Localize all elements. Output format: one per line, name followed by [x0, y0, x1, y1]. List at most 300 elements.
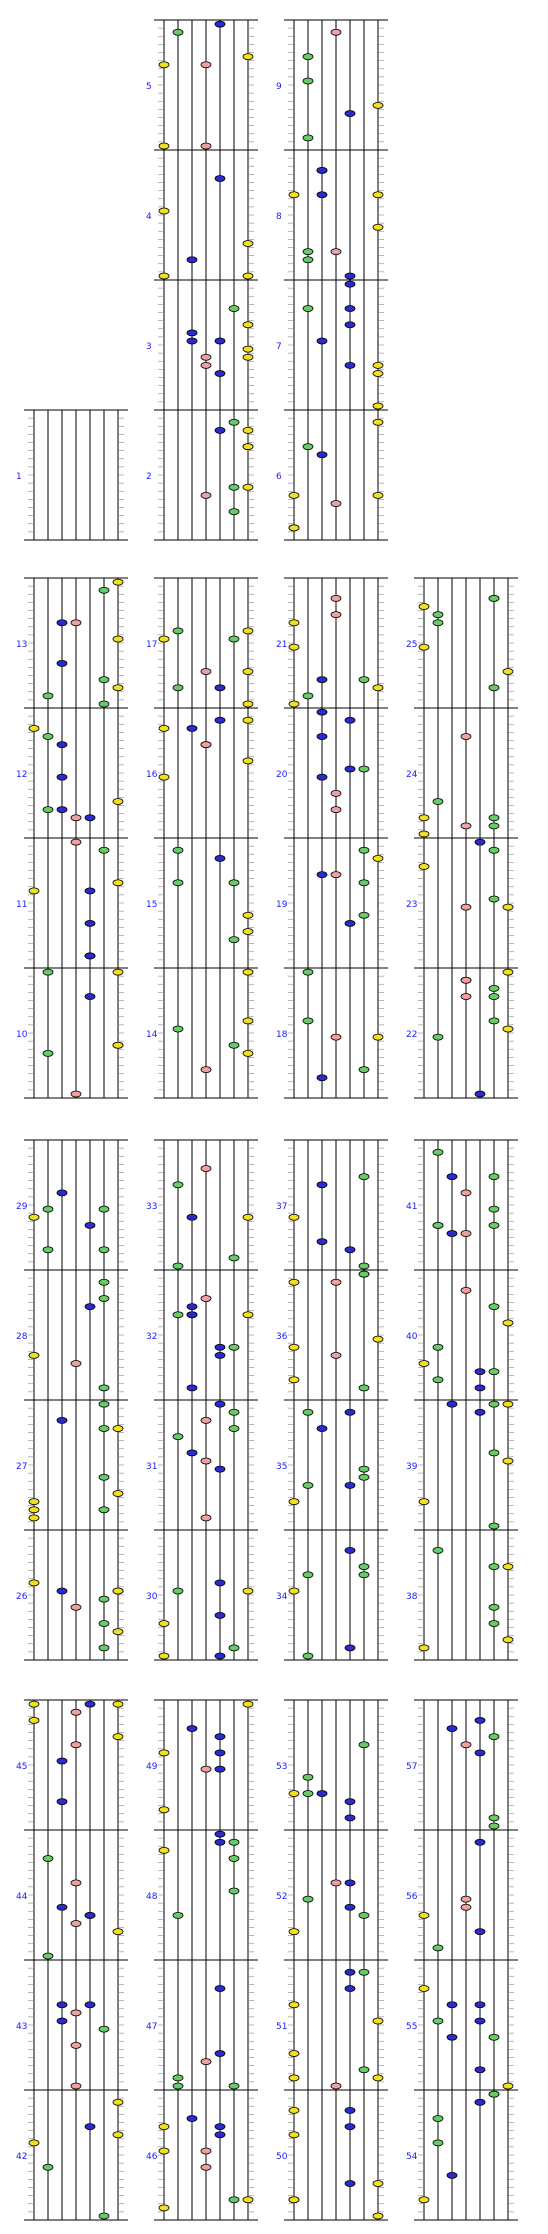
note	[345, 1645, 355, 1651]
note	[359, 1174, 369, 1180]
note	[71, 1361, 81, 1367]
note	[243, 54, 253, 60]
note	[99, 1401, 109, 1407]
note	[289, 2197, 299, 2203]
note	[99, 677, 109, 683]
note	[71, 2083, 81, 2089]
note	[173, 29, 183, 35]
note	[433, 2018, 443, 2024]
measure-53	[276, 1700, 388, 1830]
note	[373, 362, 383, 368]
note	[85, 1222, 95, 1228]
note	[461, 977, 471, 983]
note	[503, 1458, 513, 1464]
note	[303, 1482, 313, 1488]
measure-45	[16, 1700, 128, 1830]
note	[173, 628, 183, 634]
measure-34	[276, 1530, 388, 1660]
note	[345, 1247, 355, 1253]
note	[29, 888, 39, 894]
note	[317, 734, 327, 740]
note	[229, 1344, 239, 1350]
note	[419, 831, 429, 837]
measure-number: 4	[146, 212, 152, 222]
note	[419, 604, 429, 610]
measure-number: 7	[276, 342, 282, 352]
measure-6	[276, 410, 388, 540]
note	[243, 717, 253, 723]
note	[475, 1409, 485, 1415]
measure-32	[146, 1270, 258, 1400]
measure-number: 51	[276, 2022, 288, 2032]
note	[433, 1945, 443, 1951]
note	[359, 1466, 369, 1472]
note	[85, 1912, 95, 1918]
measure-number: 31	[146, 1462, 158, 1472]
note	[159, 208, 169, 214]
note	[475, 1385, 485, 1391]
note	[373, 403, 383, 409]
note	[317, 774, 327, 780]
measure-21	[276, 578, 388, 708]
note	[229, 1645, 239, 1651]
measure-number: 35	[276, 1462, 288, 1472]
note	[475, 1091, 485, 1097]
note	[373, 192, 383, 198]
note	[173, 1312, 183, 1318]
note	[447, 2034, 457, 2040]
note	[43, 1247, 53, 1253]
note	[345, 1904, 355, 1910]
note	[373, 492, 383, 498]
measure-number: 36	[276, 1332, 288, 1342]
note	[303, 249, 313, 255]
note	[43, 693, 53, 699]
note	[345, 1482, 355, 1488]
note	[289, 2051, 299, 2057]
note	[99, 1645, 109, 1651]
note	[159, 1653, 169, 1659]
measure-19	[276, 838, 388, 968]
measure-22	[406, 968, 518, 1098]
measure-number: 42	[16, 2152, 28, 2162]
note	[43, 1856, 53, 1862]
note	[373, 371, 383, 377]
note	[461, 1904, 471, 1910]
note	[331, 1880, 341, 1886]
note	[289, 701, 299, 707]
note	[187, 1312, 197, 1318]
note	[29, 1515, 39, 1521]
note	[85, 2002, 95, 2008]
note	[419, 2197, 429, 2203]
note	[289, 2107, 299, 2113]
note	[201, 742, 211, 748]
note	[489, 1304, 499, 1310]
note	[317, 338, 327, 344]
measure-number: 18	[276, 1030, 288, 1040]
note	[215, 1986, 225, 1992]
measure-54	[406, 2090, 518, 2220]
note	[345, 1547, 355, 1553]
note	[159, 2124, 169, 2130]
note	[243, 1214, 253, 1220]
note	[317, 709, 327, 715]
measure-number: 52	[276, 1892, 288, 1902]
note	[489, 1604, 499, 1610]
measure-30	[146, 1530, 258, 1660]
measure-number: 22	[406, 1030, 418, 1040]
note	[173, 1588, 183, 1594]
note	[85, 1304, 95, 1310]
note	[243, 273, 253, 279]
note	[201, 1067, 211, 1073]
measure-41	[406, 1140, 518, 1270]
note	[99, 1507, 109, 1513]
note	[373, 2075, 383, 2081]
note	[373, 2181, 383, 2187]
measure-number: 21	[276, 640, 288, 650]
note	[57, 620, 67, 626]
note	[489, 1564, 499, 1570]
measure-49	[146, 1700, 258, 1830]
note	[113, 1491, 123, 1497]
note	[215, 855, 225, 861]
note	[345, 2107, 355, 2113]
note	[489, 1401, 499, 1407]
note	[229, 1426, 239, 1432]
measure-number: 33	[146, 1202, 158, 1212]
note	[289, 2002, 299, 2008]
note	[461, 823, 471, 829]
note	[201, 2148, 211, 2154]
note	[159, 1847, 169, 1853]
measure-52	[276, 1830, 388, 1960]
note	[475, 1839, 485, 1845]
measure-24	[406, 708, 518, 838]
measure-16	[146, 708, 258, 838]
note	[317, 677, 327, 683]
note	[303, 135, 313, 141]
note	[29, 1352, 39, 1358]
note	[201, 669, 211, 675]
note	[331, 595, 341, 601]
note	[113, 1042, 123, 1048]
note	[201, 62, 211, 68]
measure-56	[406, 1830, 518, 1960]
note	[113, 2132, 123, 2138]
measure-43	[16, 1960, 128, 2090]
note	[489, 1734, 499, 1740]
note	[243, 929, 253, 935]
note	[159, 1750, 169, 1756]
note	[373, 1336, 383, 1342]
note	[289, 1279, 299, 1285]
note	[359, 912, 369, 918]
note	[71, 1709, 81, 1715]
measure-number: 17	[146, 640, 158, 650]
note	[229, 1042, 239, 1048]
measure-20	[276, 708, 388, 838]
note	[215, 1766, 225, 1772]
note	[289, 525, 299, 531]
measure-number: 13	[16, 640, 28, 650]
note	[461, 1190, 471, 1196]
measure-33	[146, 1140, 258, 1270]
measure-number: 46	[146, 2152, 158, 2162]
note	[187, 2116, 197, 2122]
note	[229, 636, 239, 642]
note	[201, 362, 211, 368]
measure-number: 3	[146, 342, 152, 352]
note	[303, 444, 313, 450]
note	[113, 636, 123, 642]
measure-51	[276, 1960, 388, 2090]
note	[29, 1717, 39, 1723]
note	[229, 509, 239, 515]
measure-number: 55	[406, 2022, 418, 2032]
measure-11	[16, 838, 128, 968]
note	[433, 2140, 443, 2146]
note	[99, 2026, 109, 2032]
note	[475, 2018, 485, 2024]
note	[113, 1734, 123, 1740]
measure-39	[406, 1400, 518, 1530]
measure-number: 45	[16, 1762, 28, 1772]
note	[359, 677, 369, 683]
note	[71, 1091, 81, 1097]
note	[215, 1831, 225, 1837]
note	[29, 725, 39, 731]
note	[419, 864, 429, 870]
measure-number: 6	[276, 472, 282, 482]
measure-number: 49	[146, 1762, 158, 1772]
note	[173, 1182, 183, 1188]
note	[345, 1409, 355, 1415]
measure-5	[146, 20, 258, 150]
note	[113, 880, 123, 886]
note	[345, 766, 355, 772]
note	[359, 1474, 369, 1480]
measure-number: 48	[146, 1892, 158, 1902]
note	[317, 452, 327, 458]
note	[345, 362, 355, 368]
note	[503, 1401, 513, 1407]
note	[215, 1580, 225, 1586]
note	[215, 21, 225, 27]
note	[359, 1572, 369, 1578]
measure-number: 1	[16, 472, 22, 482]
measure-number: 15	[146, 900, 158, 910]
note	[215, 2132, 225, 2138]
note	[503, 669, 513, 675]
note	[57, 1588, 67, 1594]
note	[71, 620, 81, 626]
note	[187, 1304, 197, 1310]
note	[201, 1515, 211, 1521]
note	[419, 1499, 429, 1505]
note	[433, 799, 443, 805]
measure-9	[276, 20, 388, 150]
note	[331, 612, 341, 618]
note	[215, 1352, 225, 1358]
measure-4	[146, 150, 258, 280]
note	[303, 1791, 313, 1797]
note	[489, 595, 499, 601]
note	[489, 2034, 499, 2040]
note	[461, 734, 471, 740]
note	[489, 847, 499, 853]
note	[475, 2002, 485, 2008]
note	[201, 354, 211, 360]
note	[331, 1279, 341, 1285]
note	[29, 1214, 39, 1220]
note	[99, 1279, 109, 1285]
measure-number: 12	[16, 770, 28, 780]
note	[99, 2213, 109, 2219]
note	[331, 29, 341, 35]
note	[289, 2075, 299, 2081]
measure-8	[276, 150, 388, 280]
note	[113, 1629, 123, 1635]
note	[503, 1564, 513, 1570]
note	[303, 78, 313, 84]
note	[317, 167, 327, 173]
note	[215, 1401, 225, 1407]
note	[345, 1815, 355, 1821]
note	[503, 904, 513, 910]
note	[345, 111, 355, 117]
measure-57	[406, 1700, 518, 1830]
measure-29	[16, 1140, 128, 1270]
measure-number: 43	[16, 2022, 28, 2032]
note	[173, 2083, 183, 2089]
note	[359, 766, 369, 772]
note	[345, 920, 355, 926]
note	[215, 1750, 225, 1756]
measure-13	[16, 578, 128, 708]
note	[359, 1564, 369, 1570]
note	[215, 1344, 225, 1350]
note	[317, 872, 327, 878]
note	[71, 2010, 81, 2016]
note	[475, 1929, 485, 1935]
note	[303, 969, 313, 975]
note	[229, 2197, 239, 2203]
note	[243, 669, 253, 675]
note	[461, 994, 471, 1000]
note	[85, 815, 95, 821]
note	[29, 1580, 39, 1586]
note	[289, 2132, 299, 2138]
note	[475, 1750, 485, 1756]
note	[201, 143, 211, 149]
note	[303, 1409, 313, 1415]
note	[201, 492, 211, 498]
note	[373, 2018, 383, 2024]
note	[29, 1499, 39, 1505]
note	[345, 2124, 355, 2130]
note	[345, 1986, 355, 1992]
note	[71, 815, 81, 821]
note	[215, 427, 225, 433]
measure-number: 25	[406, 640, 418, 650]
measure-55	[406, 1960, 518, 2090]
note	[43, 1050, 53, 1056]
note	[489, 1018, 499, 1024]
measure-number: 32	[146, 1332, 158, 1342]
measure-35	[276, 1400, 388, 1530]
note	[317, 1791, 327, 1797]
note	[229, 1839, 239, 1845]
measure-number: 23	[406, 900, 418, 910]
note	[99, 587, 109, 593]
note	[229, 880, 239, 886]
note	[243, 1701, 253, 1707]
note	[159, 62, 169, 68]
measure-42	[16, 2090, 128, 2220]
note	[173, 880, 183, 886]
measure-number: 38	[406, 1592, 418, 1602]
note	[503, 1637, 513, 1643]
note	[433, 612, 443, 618]
note	[489, 1523, 499, 1529]
measure-number: 44	[16, 1892, 28, 1902]
note	[57, 774, 67, 780]
note	[57, 1904, 67, 1910]
note	[489, 1621, 499, 1627]
note	[345, 1880, 355, 1886]
note	[303, 54, 313, 60]
measure-number: 30	[146, 1592, 158, 1602]
note	[345, 1799, 355, 1805]
note	[159, 1807, 169, 1813]
measure-48	[146, 1830, 258, 1960]
note	[289, 1499, 299, 1505]
note	[489, 1369, 499, 1375]
note	[187, 330, 197, 336]
note	[433, 1149, 443, 1155]
note	[303, 306, 313, 312]
note	[243, 969, 253, 975]
note	[331, 807, 341, 813]
measure-number: 9	[276, 82, 282, 92]
measure-number: 53	[276, 1762, 288, 1772]
note	[113, 799, 123, 805]
note	[215, 1734, 225, 1740]
note	[215, 717, 225, 723]
note	[303, 1896, 313, 1902]
measure-36	[276, 1270, 388, 1400]
note	[461, 1742, 471, 1748]
measure-17	[146, 578, 258, 708]
measure-number: 37	[276, 1202, 288, 1212]
note	[29, 1701, 39, 1707]
note	[71, 839, 81, 845]
note	[373, 1034, 383, 1040]
note	[489, 823, 499, 829]
note	[99, 1247, 109, 1253]
measure-number: 28	[16, 1332, 28, 1342]
note	[159, 2205, 169, 2211]
note	[187, 1450, 197, 1456]
note	[243, 346, 253, 352]
measure-3	[146, 280, 258, 410]
note	[229, 937, 239, 943]
note	[71, 1880, 81, 1886]
measure-38	[406, 1530, 518, 1660]
note	[57, 807, 67, 813]
